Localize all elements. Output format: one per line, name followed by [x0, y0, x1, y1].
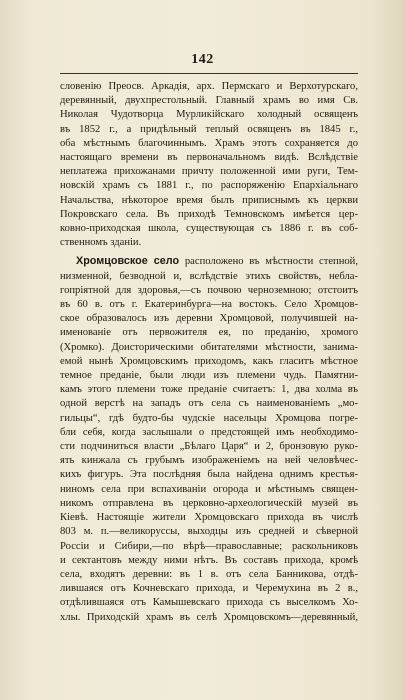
text-line: оба мѣстнымъ благочиннымъ. Храмъ этотъ сохраняется до — [60, 137, 358, 149]
text-line: (Хромко). Доисторическими обитателями мѣстности, занима- — [60, 341, 358, 353]
text-line: 803 м. п.—великоруссы, выходцы изъ средней и сѣверной — [60, 526, 358, 538]
text-line: Начальства, нѣкоторое время былъ приписнымъ къ церкви — [60, 194, 358, 206]
text-line: ское образовалось изъ деревни Хромцовой, получившей на- — [60, 313, 358, 325]
text-line: темное преданіе, были люди изъ племени чудь. Памятни- — [60, 370, 358, 382]
text-line: новскій храмъ съ 1881 г., по распоряженію Епархіальнаго — [60, 180, 358, 192]
text-line: лившаяся отъ Кочневскаго прихода, и Черемухина въ 2 в., — [60, 583, 358, 595]
text-line: ственномъ зданіи. — [60, 237, 142, 249]
text-line-first — [60, 254, 358, 269]
text-line: ковно-приходская школа, существующая съ 1886 г. въ соб- — [60, 223, 358, 235]
text-line: Николая Чудотворца Мурликійскаго холодный освященъ — [60, 109, 358, 121]
page-body — [60, 80, 358, 625]
text-line: ять кинжала съ грубымъ изображеніемъ на ней человѣчес- — [60, 455, 358, 467]
text-line: и сектантовъ между ними нѣтъ. Въ составъ прихода, кромѣ — [60, 554, 358, 566]
paragraph-khromtsovskoe — [60, 254, 358, 624]
header-rule — [60, 73, 358, 74]
text-line: ниномъ села при вспахиваніи огорода и мѣстнымъ священ- — [60, 483, 358, 495]
text-line: словенію Преосв. Аркадія, арх. Пермскаго и Верхотурскаго, — [60, 81, 358, 92]
text-line: въ 60 в. отъ г. Екатеринбурга—на востокъ. Село Хромцов- — [60, 299, 358, 311]
page-number: 142 — [191, 52, 214, 67]
text-line: гильцы“, гдѣ будто-бы чудскіе насельцы Хромцова погре- — [60, 412, 358, 424]
text-line: никомъ отправлена въ церковно-археологическій музей въ — [60, 497, 358, 509]
text-line: камъ этого племени тоже преданіе считаетъ: 1, два холма въ — [60, 384, 358, 396]
text-line: Покровскаго села. Въ приходѣ Темновскомъ имѣется цер- — [60, 208, 358, 220]
text-line: гопріятной для здоровья,—съ почвою черноземною; отстоитъ — [60, 284, 358, 296]
text-line: одной верстѣ на западъ отъ села съ наименованіемъ „мо- — [60, 398, 358, 410]
section-heading: Хромцовское село — [76, 255, 180, 268]
text-line: низменной, безводной и, вслѣдствіе этихъ свойствъ, небла- — [60, 270, 358, 282]
text-line: настоящаго времени въ первоначальномъ видѣ. Вслѣдствіе — [60, 152, 358, 164]
text-line: сти подчиниться власти „Бѣлаго Царя“ и 2, бронзовую руко- — [60, 441, 358, 453]
text-line: неплатежа прихожанами причту положенной ими руги, Тем- — [60, 166, 358, 178]
text-line: емой нынѣ Хромцовскимъ приходомъ, какъ гласитъ мѣстное — [60, 355, 358, 367]
text-line: Кіевѣ. Настоящіе жители Хромцовскаго прихода въ числѣ — [60, 512, 358, 524]
text-line: бли себя, когда заслышали о предстоящей имъ необходимо- — [60, 426, 358, 438]
text-fragment: расположено въ мѣстности степной, — [184, 256, 358, 268]
text-line: въ 1852 г., а придѣльный теплый освященъ въ 1845 г., — [60, 123, 358, 135]
text-line: кихъ фигуръ. Эта послѣдняя была найдена однимъ крестья- — [60, 469, 358, 481]
text-line: села, входятъ деревни: въ 1 в. отъ села Банникова, отдѣ- — [60, 568, 358, 580]
text-line: Россіи и Сибири,—по вѣрѣ—православные; раскольниковъ — [60, 540, 358, 552]
text-line: хлы. Приходскій храмъ въ селѣ Хромцовскомъ—деревянный, — [60, 611, 358, 623]
paragraph-temnovsky — [60, 80, 358, 250]
text-line: именованіе отъ первожителя ея, по преданію, хромого — [60, 327, 358, 339]
text-line: отдѣлившаяся отъ Камышевскаго прихода съ выселкомъ Хо- — [60, 597, 358, 609]
text-line: деревянный, двухпрестольный. Главный храмъ во имя Св. — [60, 95, 358, 107]
